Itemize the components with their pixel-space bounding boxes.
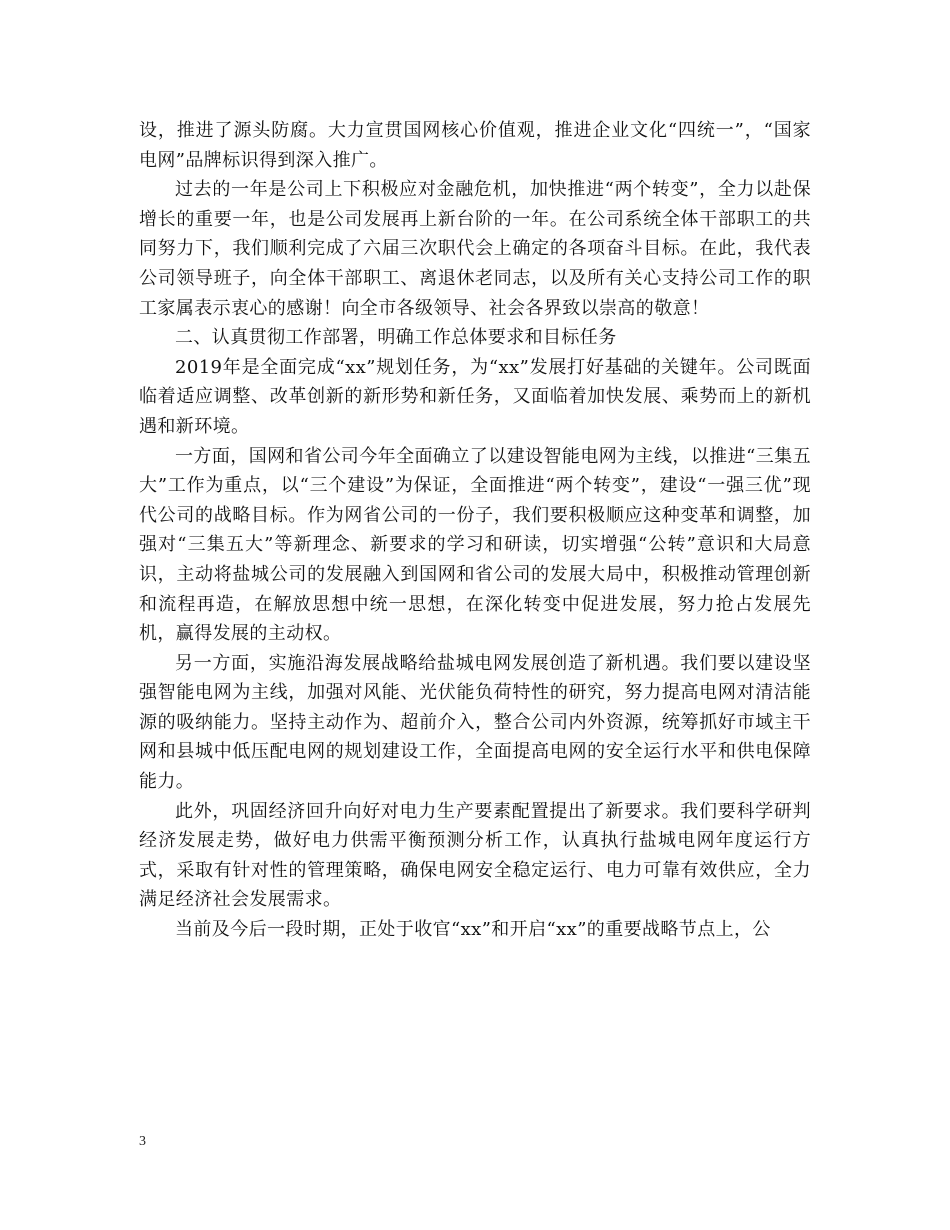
paragraph-current-period: 当前及今后一段时期，正处于收官“xx”和开启“xx”的重要战略节点上，公 [175,919,771,941]
paragraph-continuation: 设，推进了源头防腐。大力宣贯国网核心价值观，推进企业文化“四统一”，“国家电网”品牌标识得到深入推广。 [139,120,811,171]
paragraph-key-year: 2019年是全面完成“xx”规划任务，为“xx”发展打好基础的关键年。公司既面临着适应调整、改革创新的新形势和新任务，又面临着加快发展、乘势而上的新机遇和新环境。 [139,356,811,437]
page-number: 3 [139,1134,146,1149]
paragraph-furthermore: 此外，巩固经济回升向好对电力生产要素配置提出了新要求。我们要科学研判经济发展走势，做好电力供需平衡预测分析工作，认真执行盐城电网年度运行方式，采取有针对性的管理策略，确保电网安全稳定运行、电力可靠有效供应，全力满足经济社会发展需求。 [139,800,811,911]
paragraph-on-the-other-hand: 另一方面，实施沿海发展战略给盐城电网发展创造了新机遇。我们要以建设坚强智能电网为主线，加强对风能、光伏能负荷特性的研究，努力提高电网对清洁能源的吸纳能力。坚持主动作为、超前介入，整合公司内外资源，统筹抓好市域主干网和县城中低压配电网的规划建设工作，全面提高电网的安全运行水平和供电保障能力。 [139,652,811,793]
document-body [139,116,811,945]
section-heading: 二、认真贯彻工作部署，明确工作总体要求和目标任务 [175,327,617,349]
paragraph-on-one-hand: 一方面，国网和省公司今年全面确立了以建设智能电网为主线，以推进“三集五大”工作为重点，以“三个建设”为保证，全面推进“两个转变”，建设“一强三优”现代公司的战略目标。作为网省公司的一份子，我们要积极顺应这种变革和调整，加强对“三集五大”等新理念、新要求的学习和研读，切实增强“公转”意识和大局意识，主动将盐城公司的发展融入到国网和省公司的发展大局中，积极推动管理创新和流程再造，在解放思想中统一思想，在深化转变中促进发展，努力抢占发展先机，赢得发展的主动权。 [139,445,811,645]
paragraph-past-year-summary: 过去的一年是公司上下积极应对金融危机，加快推进“两个转变”，全力以赴保增长的重要一年，也是公司发展再上新台阶的一年。在公司系统全体干部职工的共同努力下，我们顺利完成了六届三次职代会上确定的各项奋斗目标。在此，我代表公司领导班子，向全体干部职工、离退休老同志，以及所有关心支持公司工作的职工家属表示衷心的感谢！向全市各级领导、社会各界致以崇高的敬意！ [139,179,811,319]
